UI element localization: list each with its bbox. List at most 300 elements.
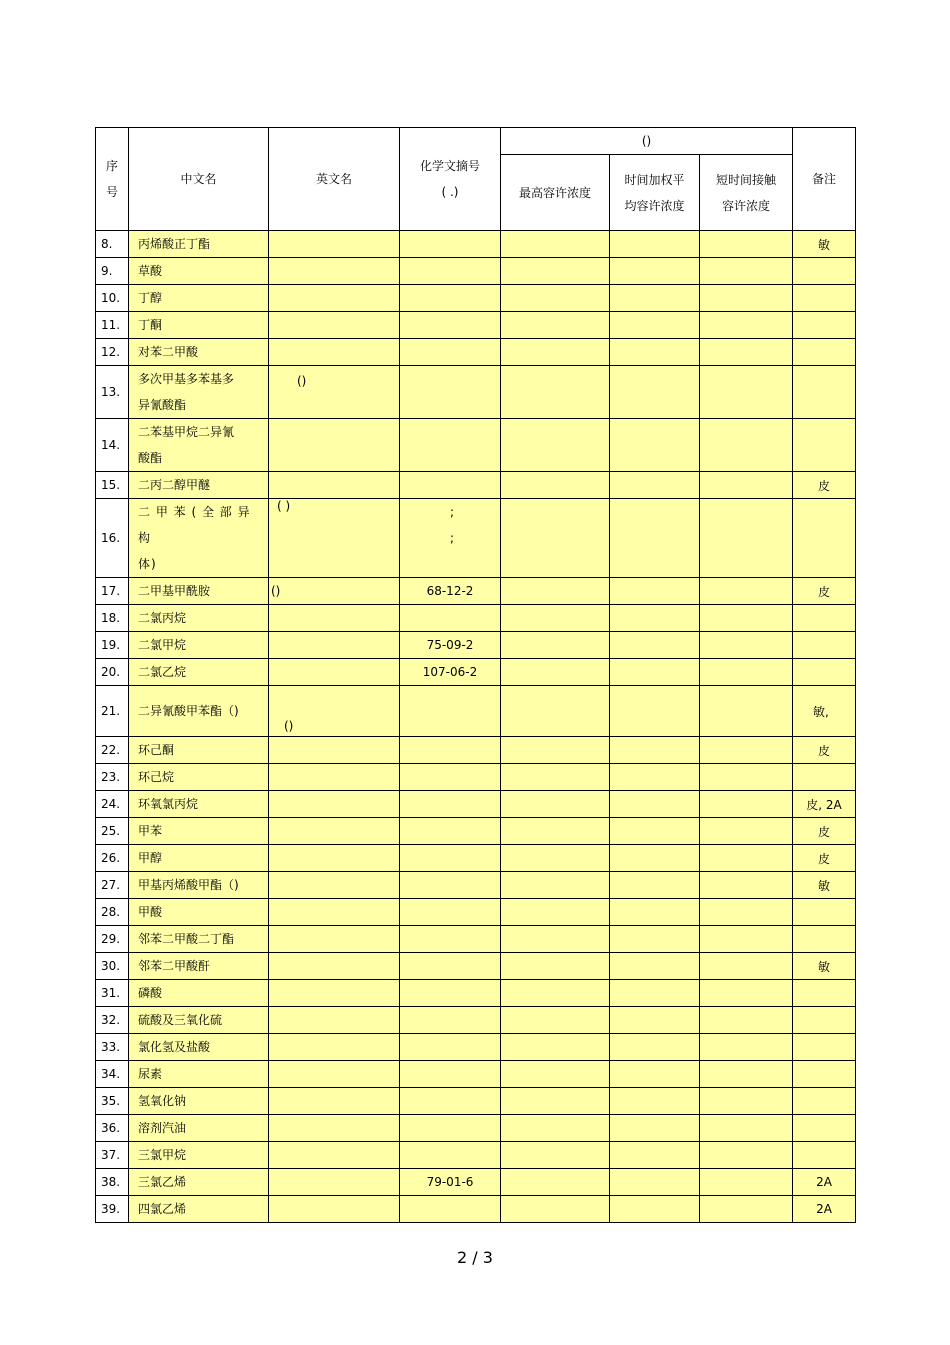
- row-twa: [610, 872, 700, 899]
- row-chinese-name: 邻苯二甲酸二丁酯: [129, 926, 269, 953]
- row-number: 22.: [96, 737, 129, 764]
- row-chinese-name: 二丙二醇甲醚: [129, 472, 269, 499]
- row-number: 12.: [96, 339, 129, 366]
- row-number: 8.: [96, 231, 129, 258]
- row-mac: [501, 845, 610, 872]
- row-mac: [501, 737, 610, 764]
- row-remark: [793, 1088, 856, 1115]
- row-cas-number: [400, 366, 501, 419]
- row-mac: [501, 1196, 610, 1223]
- row-mac: [501, 899, 610, 926]
- row-mac: [501, 578, 610, 605]
- row-mac: [501, 659, 610, 686]
- row-english-name: (): [269, 578, 400, 605]
- row-remark: 敏,: [793, 686, 856, 737]
- row-twa: [610, 818, 700, 845]
- row-cas-number: [400, 339, 501, 366]
- row-twa: [610, 312, 700, 339]
- row-mac: [501, 791, 610, 818]
- row-remark: [793, 499, 856, 578]
- table-row: [96, 1061, 856, 1088]
- row-remark: 2A: [793, 1196, 856, 1223]
- row-english-name: (): [269, 686, 400, 737]
- row-english-name: [269, 791, 400, 818]
- row-chinese-name: 三氯乙烯: [129, 1169, 269, 1196]
- table-row: [96, 285, 856, 312]
- row-number: 17.: [96, 578, 129, 605]
- row-stel: [700, 1196, 793, 1223]
- row-english-name: [269, 1034, 400, 1061]
- row-stel: [700, 339, 793, 366]
- row-remark: [793, 1115, 856, 1142]
- row-english-name: [269, 339, 400, 366]
- row-remark: [793, 605, 856, 632]
- row-twa: [610, 1142, 700, 1169]
- row-mac: [501, 419, 610, 472]
- row-chinese-name: 甲醇: [129, 845, 269, 872]
- row-number: 30.: [96, 953, 129, 980]
- row-cas-number: [400, 872, 501, 899]
- row-twa: [610, 899, 700, 926]
- row-cas-number: [400, 1061, 501, 1088]
- row-remark: 皮: [793, 472, 856, 499]
- table-row: [96, 1007, 856, 1034]
- row-cas-number: 75-09-2: [400, 632, 501, 659]
- row-remark: [793, 366, 856, 419]
- row-remark: [793, 1007, 856, 1034]
- row-chinese-name: 丙烯酸正丁酯: [129, 231, 269, 258]
- row-remark: [793, 1061, 856, 1088]
- row-remark: [793, 1034, 856, 1061]
- table-row: [96, 980, 856, 1007]
- row-number: 26.: [96, 845, 129, 872]
- row-stel: [700, 764, 793, 791]
- row-english-name: [269, 872, 400, 899]
- row-english-name: [269, 953, 400, 980]
- row-remark: 敏: [793, 231, 856, 258]
- table-row: [96, 872, 856, 899]
- row-cas-number: [400, 312, 501, 339]
- row-chinese-name: 二氯丙烷: [129, 605, 269, 632]
- table-row: [96, 953, 856, 980]
- row-cas-number: [400, 285, 501, 312]
- row-number: 14.: [96, 419, 129, 472]
- chemical-limits-table: [95, 127, 856, 1223]
- row-twa: [610, 845, 700, 872]
- row-number: 16.: [96, 499, 129, 578]
- row-cas-number: [400, 764, 501, 791]
- row-english-name: [269, 737, 400, 764]
- row-number: 35.: [96, 1088, 129, 1115]
- row-number: 19.: [96, 632, 129, 659]
- header-no: 序 号: [96, 128, 129, 231]
- row-chinese-name: 环氧氯丙烷: [129, 791, 269, 818]
- table-row: [96, 605, 856, 632]
- row-twa: [610, 578, 700, 605]
- row-chinese-name: 邻苯二甲酸酐: [129, 953, 269, 980]
- row-mac: [501, 366, 610, 419]
- row-remark: 敏: [793, 953, 856, 980]
- row-stel: [700, 1142, 793, 1169]
- row-stel: [700, 845, 793, 872]
- table-row: [96, 1169, 856, 1196]
- table-row: [96, 419, 856, 472]
- row-remark: 2A: [793, 1169, 856, 1196]
- page-number: 2 / 3: [457, 1248, 493, 1267]
- row-mac: [501, 1169, 610, 1196]
- row-stel: [700, 366, 793, 419]
- row-chinese-name: 溶剂汽油: [129, 1115, 269, 1142]
- row-remark: [793, 659, 856, 686]
- row-remark: 皮: [793, 737, 856, 764]
- row-cas-number: [400, 419, 501, 472]
- row-remark: [793, 258, 856, 285]
- row-chinese-name: 氢氧化钠: [129, 1088, 269, 1115]
- row-stel: [700, 1034, 793, 1061]
- row-mac: [501, 1061, 610, 1088]
- row-cas-number: [400, 1196, 501, 1223]
- row-chinese-name: 磷酸: [129, 980, 269, 1007]
- row-chinese-name: 环己烷: [129, 764, 269, 791]
- row-stel: [700, 1115, 793, 1142]
- row-mac: [501, 285, 610, 312]
- row-remark: 皮: [793, 818, 856, 845]
- row-mac: [501, 953, 610, 980]
- row-stel: [700, 926, 793, 953]
- row-twa: [610, 231, 700, 258]
- row-english-name: [269, 285, 400, 312]
- row-twa: [610, 499, 700, 578]
- row-number: 27.: [96, 872, 129, 899]
- row-number: 34.: [96, 1061, 129, 1088]
- row-remark: 敏: [793, 872, 856, 899]
- row-chinese-name: 二异氰酸甲苯酯（): [129, 686, 269, 737]
- row-twa: [610, 1169, 700, 1196]
- row-mac: [501, 1034, 610, 1061]
- row-stel: [700, 659, 793, 686]
- row-chinese-name: 尿素: [129, 1061, 269, 1088]
- row-twa: [610, 764, 700, 791]
- row-english-name: [269, 1061, 400, 1088]
- table-row: [96, 258, 856, 285]
- table-row: [96, 926, 856, 953]
- row-stel: [700, 980, 793, 1007]
- row-number: 23.: [96, 764, 129, 791]
- table-row: [96, 1196, 856, 1223]
- table-row: [96, 472, 856, 499]
- row-number: 37.: [96, 1142, 129, 1169]
- row-stel: [700, 737, 793, 764]
- row-cas-number: [400, 845, 501, 872]
- row-cas-number: [400, 1142, 501, 1169]
- row-number: 28.: [96, 899, 129, 926]
- row-mac: [501, 872, 610, 899]
- row-twa: [610, 285, 700, 312]
- row-chinese-name: 多次甲基多苯基多 异氰酸酯: [129, 366, 269, 419]
- row-twa: [610, 632, 700, 659]
- row-cas-number: 79-01-6: [400, 1169, 501, 1196]
- row-cas-number: [400, 899, 501, 926]
- row-number: 31.: [96, 980, 129, 1007]
- row-cas-number: 107-06-2: [400, 659, 501, 686]
- row-cas-number: [400, 791, 501, 818]
- table-row: [96, 499, 856, 578]
- row-mac: [501, 926, 610, 953]
- row-twa: [610, 258, 700, 285]
- row-stel: [700, 578, 793, 605]
- row-cas-number: [400, 818, 501, 845]
- row-twa: [610, 926, 700, 953]
- row-english-name: [269, 1169, 400, 1196]
- row-english-name: [269, 818, 400, 845]
- row-remark: [793, 899, 856, 926]
- row-english-name: [269, 980, 400, 1007]
- table-row: [96, 366, 856, 419]
- row-chinese-name: 对苯二甲酸: [129, 339, 269, 366]
- row-mac: [501, 980, 610, 1007]
- row-mac: [501, 818, 610, 845]
- row-stel: [700, 872, 793, 899]
- row-twa: [610, 1034, 700, 1061]
- row-cas-number: [400, 953, 501, 980]
- row-cas-number: [400, 1088, 501, 1115]
- row-chinese-name: 二苯基甲烷二异氰 酸酯: [129, 419, 269, 472]
- row-stel: [700, 258, 793, 285]
- row-number: 36.: [96, 1115, 129, 1142]
- row-chinese-name: 甲酸: [129, 899, 269, 926]
- row-english-name: [269, 845, 400, 872]
- row-number: 33.: [96, 1034, 129, 1061]
- row-stel: [700, 285, 793, 312]
- header-chinese-name: 中文名: [129, 128, 269, 231]
- row-number: 11.: [96, 312, 129, 339]
- row-number: 15.: [96, 472, 129, 499]
- row-number: 20.: [96, 659, 129, 686]
- table-row: [96, 899, 856, 926]
- row-cas-number: [400, 980, 501, 1007]
- row-english-name: [269, 472, 400, 499]
- row-mac: [501, 1088, 610, 1115]
- row-twa: [610, 980, 700, 1007]
- row-remark: [793, 926, 856, 953]
- row-twa: [610, 366, 700, 419]
- header-english-name: 英文名: [269, 128, 400, 231]
- row-number: 32.: [96, 1007, 129, 1034]
- row-twa: [610, 1088, 700, 1115]
- row-remark: [793, 339, 856, 366]
- row-cas-number: 68-12-2: [400, 578, 501, 605]
- row-chinese-name: 甲基丙烯酸甲酯（): [129, 872, 269, 899]
- row-english-name: [269, 419, 400, 472]
- row-stel: [700, 1088, 793, 1115]
- table-row: [96, 764, 856, 791]
- row-english-name: [269, 1088, 400, 1115]
- row-english-name: [269, 764, 400, 791]
- row-chinese-name: 二甲基甲酰胺: [129, 578, 269, 605]
- row-stel: [700, 791, 793, 818]
- row-twa: [610, 791, 700, 818]
- row-stel: [700, 953, 793, 980]
- row-chinese-name: 二氯甲烷: [129, 632, 269, 659]
- row-cas-number: ; ;: [400, 499, 501, 578]
- row-stel: [700, 686, 793, 737]
- table-row: [96, 791, 856, 818]
- row-stel: [700, 605, 793, 632]
- row-chinese-name: 甲苯: [129, 818, 269, 845]
- row-stel: [700, 419, 793, 472]
- table-row: [96, 686, 856, 737]
- table-row: [96, 312, 856, 339]
- row-twa: [610, 737, 700, 764]
- row-chinese-name: 氯化氢及盐酸: [129, 1034, 269, 1061]
- table-row: [96, 1115, 856, 1142]
- row-chinese-name: 丁酮: [129, 312, 269, 339]
- row-english-name: [269, 231, 400, 258]
- row-number: 24.: [96, 791, 129, 818]
- row-english-name: [269, 605, 400, 632]
- row-chinese-name: 三氯甲烷: [129, 1142, 269, 1169]
- header-concentration-group: (): [501, 128, 793, 155]
- row-stel: [700, 1169, 793, 1196]
- row-twa: [610, 419, 700, 472]
- table-row: [96, 1034, 856, 1061]
- row-english-name: [269, 1115, 400, 1142]
- header-stel: 短时间接触 容许浓度: [700, 155, 793, 231]
- table-row: [96, 339, 856, 366]
- row-cas-number: [400, 1034, 501, 1061]
- row-mac: [501, 1142, 610, 1169]
- row-remark: 皮: [793, 578, 856, 605]
- row-chinese-name: 二氯乙烷: [129, 659, 269, 686]
- row-cas-number: [400, 605, 501, 632]
- row-cas-number: [400, 737, 501, 764]
- row-mac: [501, 231, 610, 258]
- row-remark: [793, 1142, 856, 1169]
- row-twa: [610, 1061, 700, 1088]
- row-stel: [700, 899, 793, 926]
- row-number: 18.: [96, 605, 129, 632]
- row-chinese-name: 硫酸及三氧化硫: [129, 1007, 269, 1034]
- row-remark: [793, 764, 856, 791]
- row-number: 13.: [96, 366, 129, 419]
- table-row: [96, 845, 856, 872]
- row-remark: [793, 285, 856, 312]
- row-stel: [700, 312, 793, 339]
- row-english-name: [269, 926, 400, 953]
- table-row: [96, 737, 856, 764]
- header-mac: 最高容许浓度: [501, 155, 610, 231]
- row-number: 38.: [96, 1169, 129, 1196]
- row-cas-number: [400, 472, 501, 499]
- row-english-name: (): [269, 366, 400, 419]
- row-remark: [793, 632, 856, 659]
- header-twa: 时间加权平 均容许浓度: [610, 155, 700, 231]
- row-twa: [610, 659, 700, 686]
- row-stel: [700, 472, 793, 499]
- row-chinese-name: 环己酮: [129, 737, 269, 764]
- row-mac: [501, 339, 610, 366]
- row-english-name: [269, 1142, 400, 1169]
- row-remark: 皮, 2A: [793, 791, 856, 818]
- row-cas-number: [400, 1115, 501, 1142]
- header-remark: 备注: [793, 128, 856, 231]
- row-remark: 皮: [793, 845, 856, 872]
- table-body: [96, 231, 856, 1223]
- row-twa: [610, 605, 700, 632]
- row-cas-number: [400, 926, 501, 953]
- row-cas-number: [400, 258, 501, 285]
- row-english-name: [269, 659, 400, 686]
- row-remark: [793, 312, 856, 339]
- row-twa: [610, 339, 700, 366]
- table-row: [96, 659, 856, 686]
- row-mac: [501, 499, 610, 578]
- row-stel: [700, 632, 793, 659]
- row-remark: [793, 419, 856, 472]
- row-cas-number: [400, 686, 501, 737]
- table-row: [96, 231, 856, 258]
- table-row: [96, 1142, 856, 1169]
- row-cas-number: [400, 231, 501, 258]
- row-number: 10.: [96, 285, 129, 312]
- row-mac: [501, 472, 610, 499]
- row-twa: [610, 1196, 700, 1223]
- row-mac: [501, 632, 610, 659]
- row-mac: [501, 1115, 610, 1142]
- row-chinese-name: 草酸: [129, 258, 269, 285]
- row-english-name: [269, 899, 400, 926]
- row-stel: [700, 1061, 793, 1088]
- row-mac: [501, 764, 610, 791]
- row-number: 21.: [96, 686, 129, 737]
- row-english-name: [269, 258, 400, 285]
- row-mac: [501, 605, 610, 632]
- row-twa: [610, 953, 700, 980]
- table-row: [96, 578, 856, 605]
- table-row: [96, 818, 856, 845]
- row-number: 25.: [96, 818, 129, 845]
- row-mac: [501, 1007, 610, 1034]
- row-chinese-name: 四氯乙烯: [129, 1196, 269, 1223]
- row-remark: [793, 980, 856, 1007]
- row-number: 39.: [96, 1196, 129, 1223]
- row-stel: [700, 1007, 793, 1034]
- row-english-name: [269, 632, 400, 659]
- table-row: [96, 1088, 856, 1115]
- row-number: 9.: [96, 258, 129, 285]
- row-cas-number: [400, 1007, 501, 1034]
- header-cas-number: 化学文摘号 ( .): [400, 128, 501, 231]
- row-twa: [610, 686, 700, 737]
- row-mac: [501, 312, 610, 339]
- row-mac: [501, 258, 610, 285]
- row-stel: [700, 818, 793, 845]
- table-row: [96, 632, 856, 659]
- row-number: 29.: [96, 926, 129, 953]
- row-english-name: [269, 312, 400, 339]
- row-english-name: [269, 1007, 400, 1034]
- row-english-name: [269, 1196, 400, 1223]
- row-twa: [610, 1115, 700, 1142]
- row-stel: [700, 499, 793, 578]
- row-chinese-name: 二 甲 苯 ( 全 部 异 构 体): [129, 499, 269, 578]
- row-chinese-name: 丁醇: [129, 285, 269, 312]
- row-stel: [700, 231, 793, 258]
- row-mac: [501, 686, 610, 737]
- row-twa: [610, 1007, 700, 1034]
- row-english-name: ( ): [269, 499, 400, 578]
- row-twa: [610, 472, 700, 499]
